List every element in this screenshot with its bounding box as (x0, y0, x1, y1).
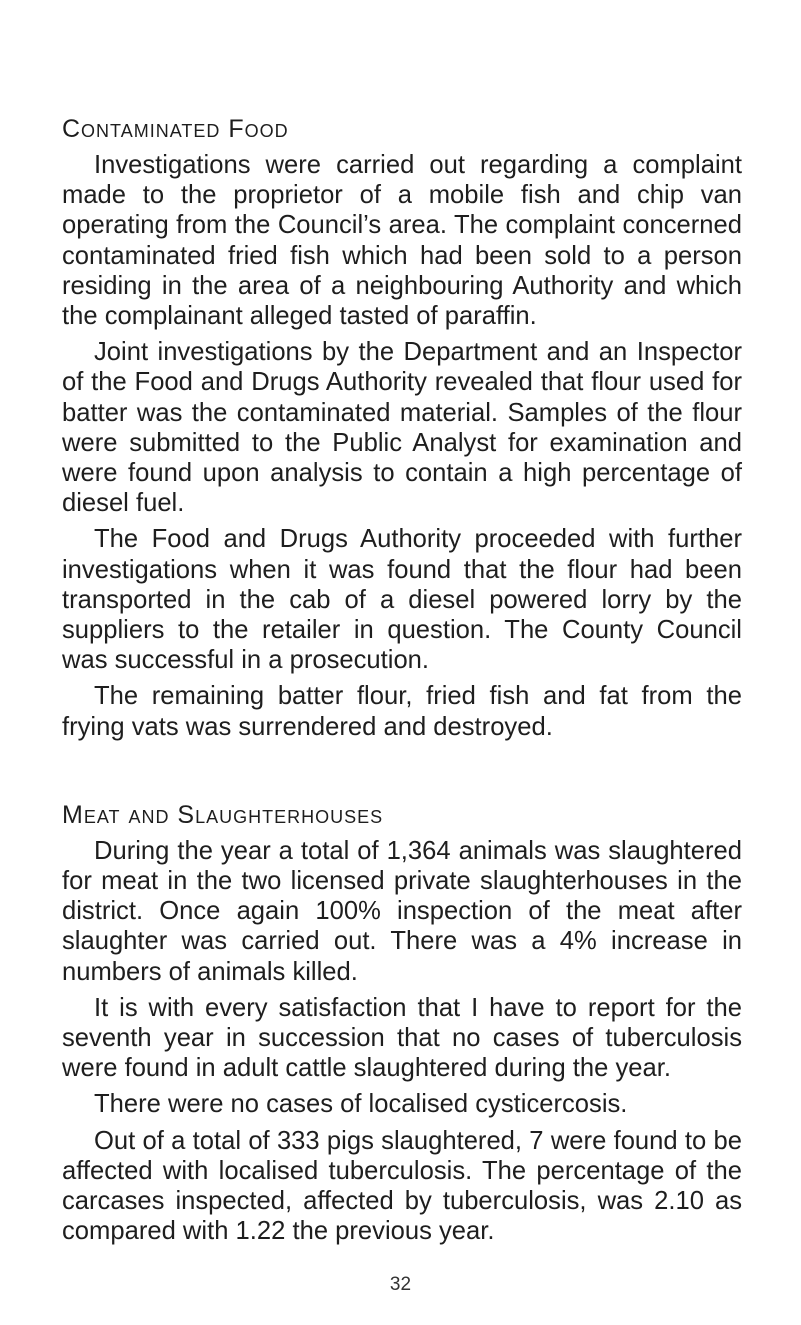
page-number: 32 (389, 1274, 412, 1295)
paragraph: Joint investigations by the Department and an Inspector of the Food and Drugs Authority revealed that flour used for batter was the contaminated material. Samples of the flour were submitted to the Public Analyst for examination and were found upon analysis to contain a high percentage of diesel fuel. (62, 338, 742, 518)
section-spacer (62, 748, 742, 798)
section-heading: Contaminated Food (62, 115, 289, 143)
section-heading: Meat and Slaughterhouses (62, 800, 384, 829)
section-contaminated-food (62, 112, 742, 742)
paragraph: During the year a total of 1,364 animals was slaughtered for meat in the two licensed private slaughterhouses in the district. Once again 100% inspection of the meat after slaughter was carried out. There was a 4% increase in numbers of animals killed. (62, 836, 742, 986)
section-meat-and-slaughterhouses (62, 798, 742, 1247)
paragraph: The remaining batter flour, fried fish and fat from the frying vats was surrendered and destroyed. (62, 682, 742, 741)
document-page (62, 112, 742, 1253)
paragraph: Out of a total of 333 pigs slaughtered, 7 were found to be affected with localised tuberculosis. The percentage of the carcases inspected, affected by tuberculosis, was 2.10 as compared with 1.22 the previous year. (62, 1126, 742, 1246)
paragraph: There were no cases of localised cysticercosis. (94, 1090, 628, 1119)
paragraph: The Food and Drugs Authority proceeded with further investigations when it was found that the flour had been transported in the cab of a diesel powered lorry by the suppliers to the retailer in question. The County Council was successful in a prosecution. (62, 525, 742, 675)
paragraph: Investigations were carried out regarding a complaint made to the proprietor of a mobile fish and chip van operating from the Council’s area. The complaint concerned contaminated fried fish which had been sold to a person residing in the area of a neighbouring Authority and which the complainant alleged tasted of paraffin. (62, 151, 742, 331)
paragraph: It is with every satisfaction that I have to report for the seventh year in succession that no cases of tuberculosis were found in adult cattle slaughtered during the year. (62, 993, 742, 1083)
